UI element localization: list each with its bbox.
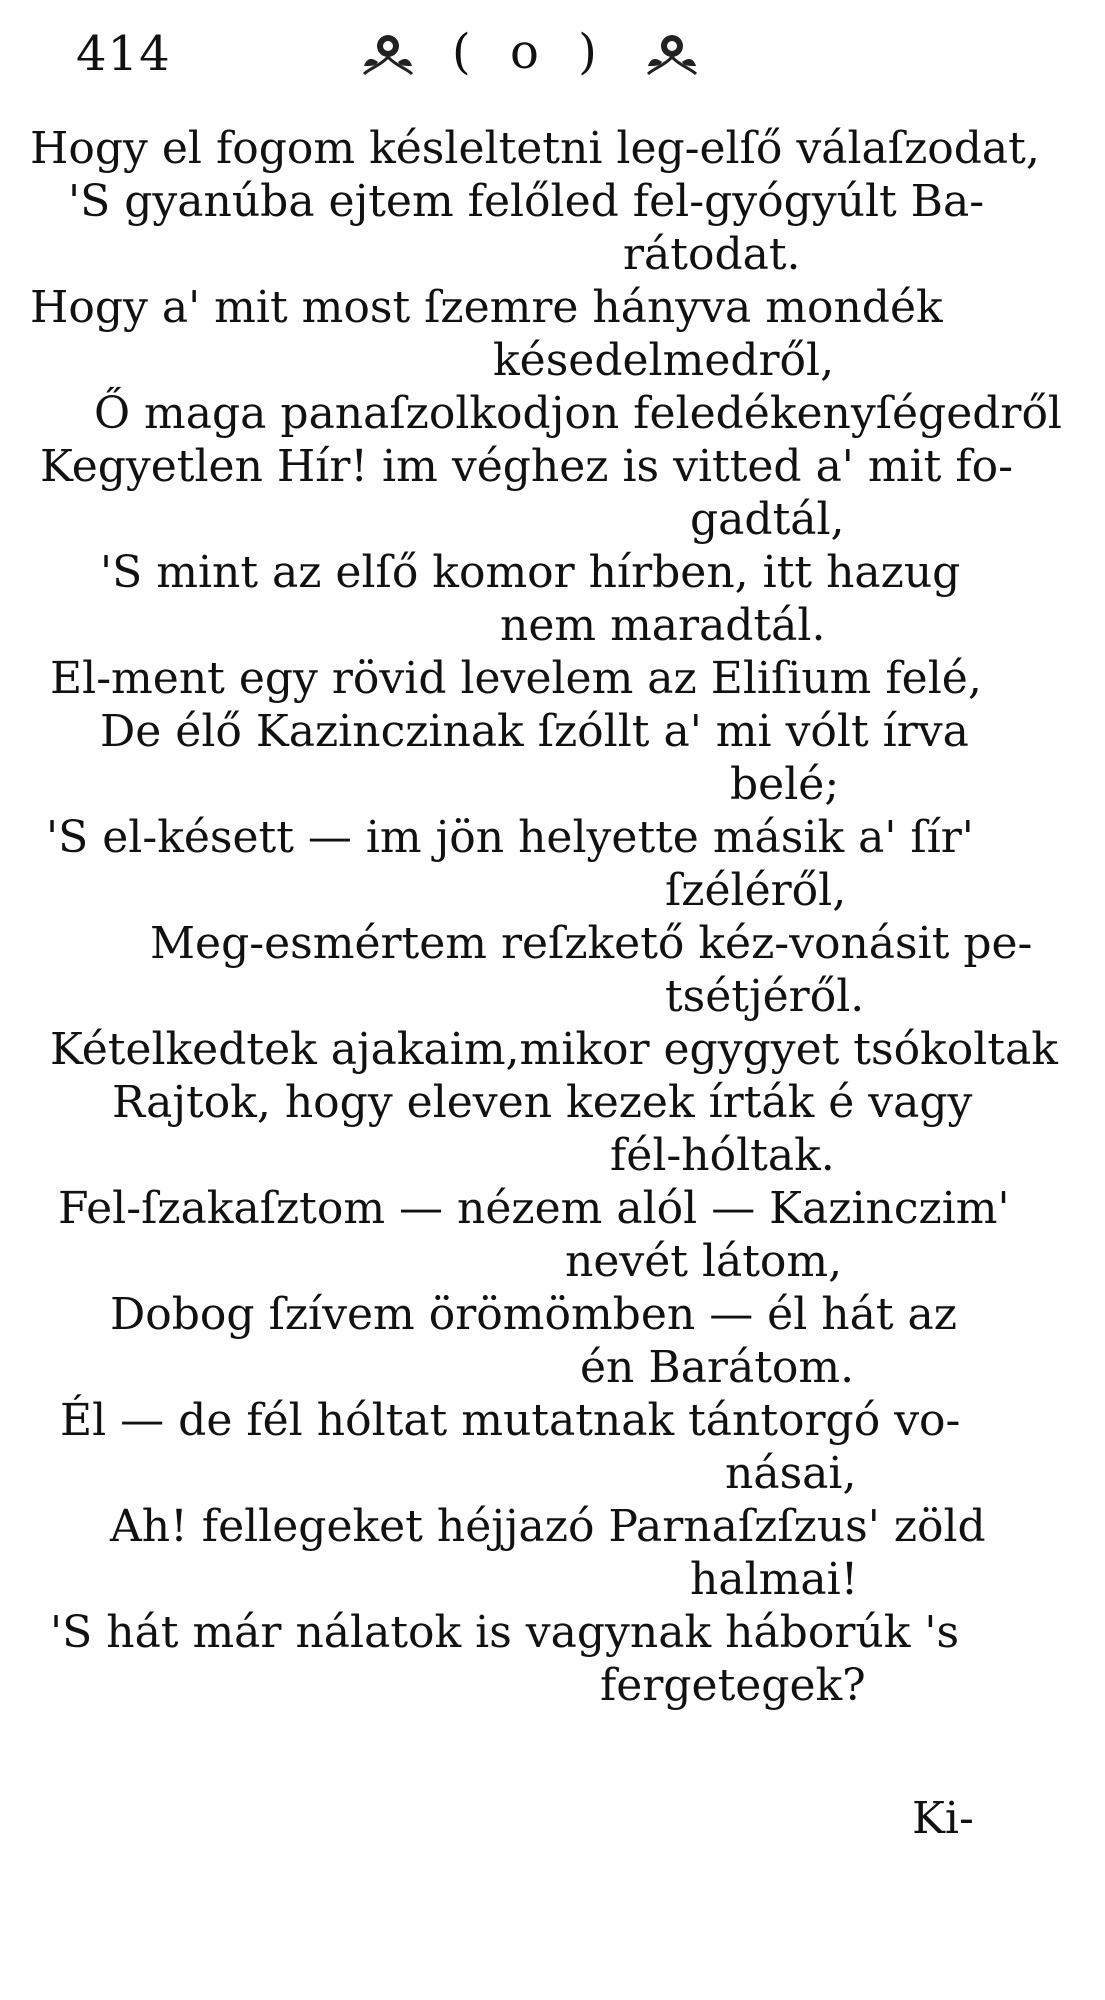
text-line: Kételkedtek ajakaim,mikor egygyet tsókoltak	[50, 1024, 1058, 1075]
text-line: fél-hóltak.	[610, 1130, 835, 1181]
text-line: 'S hát már nálatok is vagynak háborúk 's	[50, 1607, 960, 1658]
text-line: nem maradtál.	[500, 600, 826, 651]
text-line: De élő Kazinczinak ſzóllt a' mi vólt írva	[100, 706, 969, 757]
text-line: 'S gyanúba ejtem felőled fel-gyógyúlt Ba-	[68, 176, 985, 227]
text-line: fergetegek?	[600, 1660, 866, 1711]
text-line: Fel-ſzakaſztom — nézem alól — Kazinczim'	[58, 1183, 1010, 1234]
header-mark: ( o )	[452, 24, 609, 80]
text-line: Ő maga panaſzolkodjon feledékenyſégedről	[94, 388, 1062, 439]
catchword: Ki-	[912, 1793, 974, 1844]
page-number: 414	[76, 26, 171, 82]
text-line: halmai!	[690, 1554, 859, 1605]
text-line: belé;	[730, 759, 840, 810]
text-line: násai,	[725, 1448, 857, 1499]
text-line: El-ment egy rövid levelem az Eliſium felé,	[50, 653, 982, 704]
text-line: Kegyetlen Hír! im véghez is vitted a' mit fo-	[40, 441, 1013, 492]
text-line: 'S el-késett — im jön helyette másik a' ſír'	[46, 812, 974, 863]
text-line: Rajtok, hogy eleven kezek írták é vagy	[112, 1077, 973, 1128]
text-line: Ah! fellegeket héjjazó Parnaſzſzus' zöld	[110, 1501, 986, 1552]
text-line: gadtál,	[690, 494, 845, 545]
text-line: Meg-esmértem reſzkető kéz-vonásit pe-	[150, 918, 1033, 969]
text-line: tsétjéről.	[665, 971, 865, 1022]
text-line: Hogy el fogom késleltetni leg-elſő válaſzodat,	[30, 123, 1040, 174]
text-line: ſzéléről,	[665, 865, 847, 916]
text-line: Hogy a' mit most ſzemre hányva mondék	[30, 282, 943, 333]
text-line: 'S mint az elſő komor hírben, itt hazug	[100, 547, 961, 598]
text-line: késedelmedről,	[493, 335, 835, 386]
text-line: nevét látom,	[565, 1236, 843, 1287]
text-line: Dobog ſzívem örömömben — él hát az	[110, 1289, 957, 1340]
text-line: én Barátom.	[580, 1342, 855, 1393]
text-line: rátodat.	[623, 229, 801, 280]
text-line: Él — de fél hóltat mutatnak tántorgó vo-	[60, 1395, 961, 1446]
